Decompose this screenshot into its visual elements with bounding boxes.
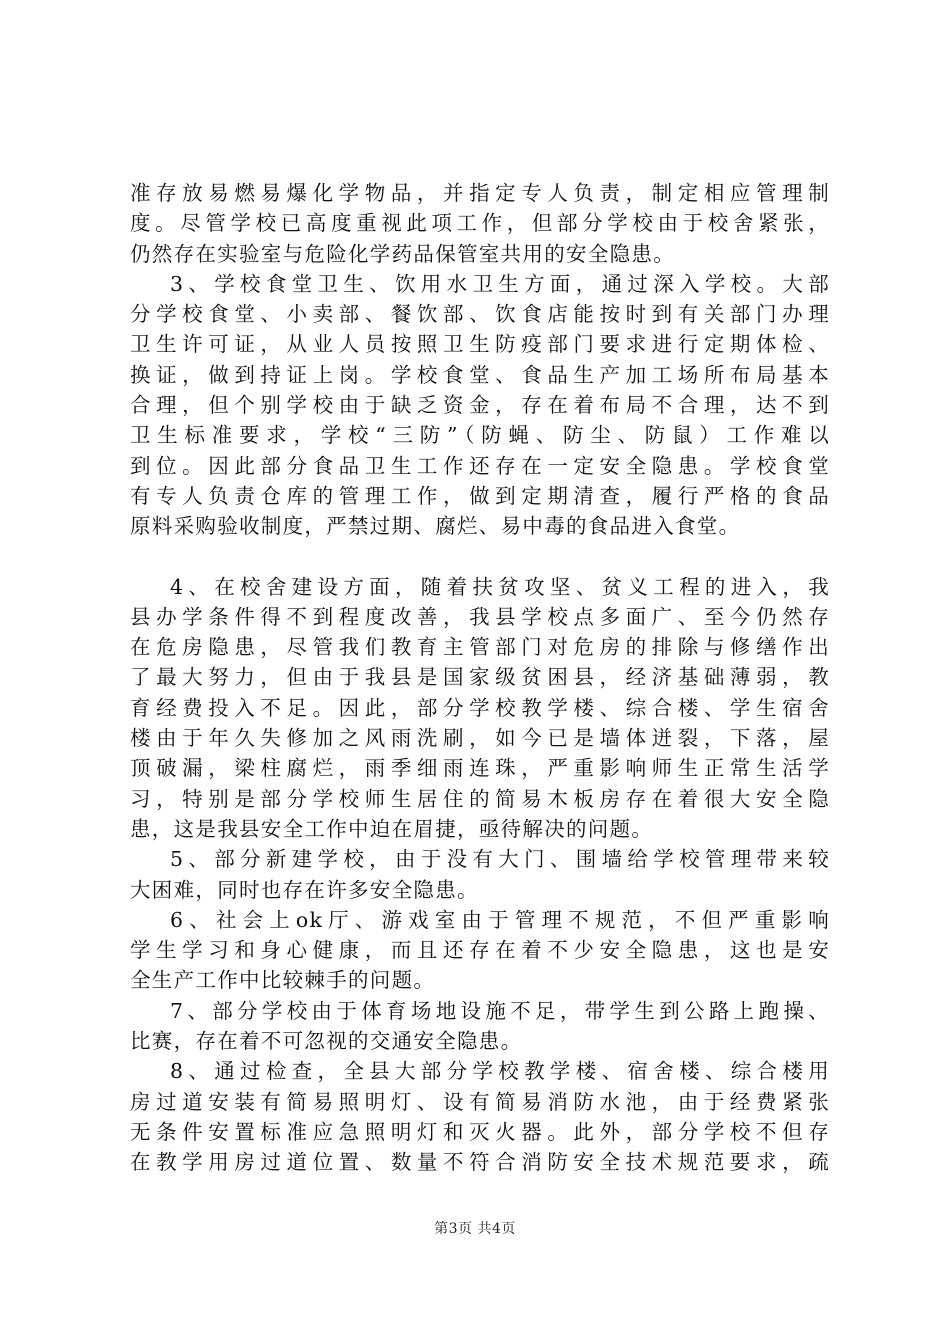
- text-line: 无条件安置标准应急照明灯和灭火器。此外，部分学校不但存: [130, 1119, 830, 1144]
- text-line: 卫生标准要求，学校“三防”（防蝇、防尘、防鼠）工作难以: [130, 423, 830, 448]
- text-line: 育经费投入不足。因此，部分学校教学楼、综合楼、学生宿舍: [130, 695, 830, 720]
- text-line: 合理，但个别学校由于缺乏资金，存在着布局不合理，达不到: [130, 393, 830, 418]
- text-line: 县办学条件得不到程度改善，我县学校点多面广、至今仍然存: [130, 604, 830, 629]
- paragraph-7-start: 7、部分学校由于体育场地设施不足，带学生到公路上跑操、: [170, 998, 830, 1023]
- paragraph-4-start: 4、在校舍建设方面，随着扶贫攻坚、贫义工程的进入，我: [170, 574, 830, 599]
- text-line: 学生学习和身心健康，而且还存在着不少安全隐患，这也是安: [130, 938, 830, 963]
- text-line: 比赛，存在着不可忽视的交通安全隐患。: [130, 1029, 523, 1054]
- page-number-footer: 第3页 共4页: [434, 1221, 516, 1237]
- text-line: 习，特别是部分学校师生居住的简易木板房存在着很大安全隐: [130, 786, 830, 811]
- paragraph-8-start: 8、通过检查，全县大部分学校教学楼、宿舍楼、综合楼用: [170, 1059, 830, 1084]
- text-line: 度。尽管学校已高度重视此项工作，但部分学校由于校舍紧张，: [130, 211, 830, 236]
- paragraph-3-start: 3、学校食堂卫生、饮用水卫生方面，通过深入学校。大部: [170, 271, 830, 296]
- text-line: 准存放易燃易爆化学物品，并指定专人负责，制定相应管理制: [130, 181, 830, 205]
- text-line: 房过道安装有简易照明灯、设有简易消防水池，由于经费紧张: [130, 1089, 830, 1114]
- text-line: 原料采购验收制度，严禁过期、腐烂、易中毒的食品进入食堂。: [130, 514, 741, 539]
- paragraph-6-start: 6、社会上ok厅、游戏室由于管理不规范，不但严重影响: [170, 907, 830, 932]
- text-line: 了最大努力，但由于我县是国家级贫困县，经济基础薄弱，教: [130, 665, 830, 690]
- text-line: 仍然存在实验室与危险化学药品保管室共用的安全隐患。: [130, 241, 675, 266]
- text-line: 患，这是我县安全工作中迫在眉捷，亟待解决的问题。: [130, 816, 654, 841]
- text-line: 换证，做到持证上岗。学校食堂、食品生产加工场所布局基本: [130, 362, 830, 387]
- paragraph-5-start: 5、部分新建学校，由于没有大门、围墙给学校管理带来较: [170, 847, 830, 872]
- text-line: 顶破漏，梁柱腐烂，雨季细雨连珠，严重影响师生正常生活学: [130, 756, 830, 781]
- text-line: 全生产工作中比较棘手的问题。: [130, 968, 436, 993]
- text-line: 大困难，同时也存在许多安全隐患。: [130, 877, 479, 902]
- text-line: 在危房隐患，尽管我们教育主管部门对危房的排除与修缮作出: [130, 635, 830, 660]
- paragraph-gap: [130, 542, 830, 572]
- text-line: 到位。因此部分食品卫生工作还存在一定安全隐患。学校食堂: [130, 453, 830, 478]
- document-body: [130, 178, 830, 1178]
- text-line: 楼由于年久失修加之风雨洗刷，如今已是墙体迸裂，下落，屋: [130, 726, 830, 751]
- text-line: 在教学用房过道位置、数量不符合消防安全技术规范要求，疏: [130, 1150, 830, 1175]
- text-line: 有专人负责仓库的管理工作，做到定期清查，履行严格的食品: [130, 483, 830, 508]
- text-line: 分学校食堂、小卖部、餐饮部、饮食店能按时到有关部门办理: [130, 302, 830, 327]
- text-line: 卫生许可证，从业人员按照卫生防疫部门要求进行定期体检、: [130, 332, 830, 357]
